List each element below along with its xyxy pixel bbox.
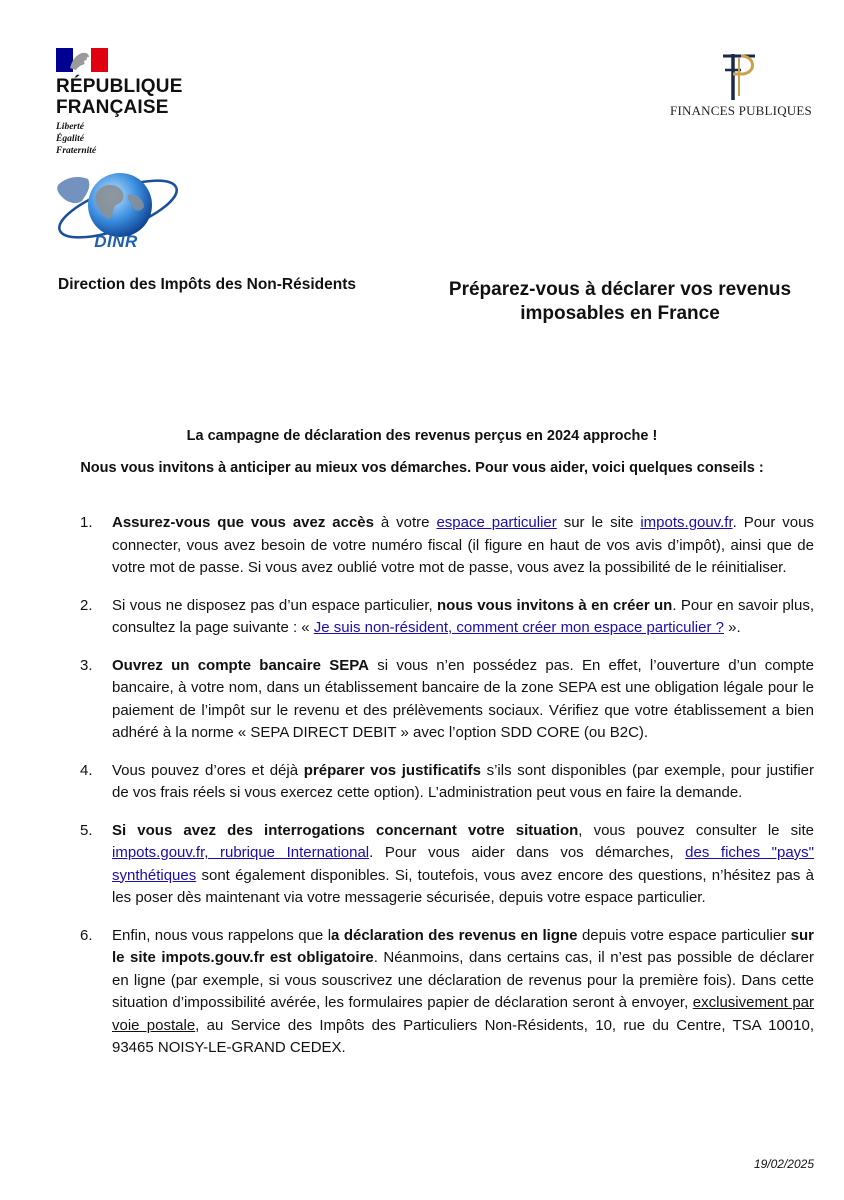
tip-text: . Pour vous aider dans vos démarches,: [369, 844, 686, 861]
tip-text: . Néanmoins, dans certains cas, il n’est pas possible de déclarer en ligne (par exemple, si vous souscrivez une déclaration de revenus pour la première fois). Dans cette situation d’impossibilité avérée, les formulaires papier de déclaration seront à envoyer,: [112, 949, 814, 1011]
list-item: [80, 595, 814, 640]
fiches-pays-link[interactable]: des fiches "pays" synthétiques: [112, 844, 814, 884]
page-title-line2: imposables en France: [520, 303, 720, 324]
list-item: [80, 760, 814, 805]
intro-line2: Nous vous invitons à anticiper au mieux vos démarches. Pour vous aider, voici quelques conseils :: [80, 460, 764, 476]
tip-text: ».: [723, 619, 741, 636]
tip-text: Si vous ne disposez pas d’un espace particulier,: [112, 596, 438, 614]
list-number: 4.: [80, 761, 93, 779]
republique-francaise-line2: FRANÇAISE: [56, 97, 169, 118]
page-title-line1: Préparez-vous à déclarer vos revenus: [448, 279, 792, 300]
tip-text: si vous n’en possédez pas. En effet, l’ouverture d’un compte bancaire, à votre nom, dans un établissement bancaire de la zone SEPA est une obligation légale pour le paiement de l’impôt sur le revenu et des prélèvements sociaux. Vérifiez que votre établissement a bien adhéré à la norme « SEPA DIRECT DEBIT » avec l’option SDD CORE (ou B2C).: [112, 656, 814, 741]
motto-fraternite: Fraternité: [56, 146, 97, 156]
tips-list: [80, 512, 814, 1075]
republique-francaise-line1: RÉPUBLIQUE: [56, 76, 183, 97]
tip-text: Enfin, nous vous rappelons que l: [112, 926, 332, 944]
finances-publiques-text: FINANCES PUBLIQUES: [670, 103, 812, 118]
list-number: 1.: [80, 514, 93, 531]
rubrique-international-link[interactable]: impots.gouv.fr, rubrique International: [112, 844, 370, 861]
tip-bold: a déclaration des revenus en ligne: [331, 926, 578, 944]
tip-text: , au Service des Impôts des Particuliers Non-Résidents, 10, rue du Centre, TSA 10010, 93465 NOISY-LE-GRAND CEDEX.: [112, 1016, 814, 1056]
tip-bold: Si vous avez des interrogations concernant votre situation: [112, 821, 579, 839]
list-item: [80, 925, 814, 1060]
list-number: 2.: [80, 596, 93, 614]
tip-text: sont également disponibles. Si, toutefois, vous avez encore des questions, n’hésitez pas à les poser dès maintenant via votre messagerie sécurisée, depuis votre espace particulier.: [112, 866, 814, 906]
tip-underlined: exclusivement par voie postale: [112, 994, 814, 1034]
tip-bold: préparer vos justificatifs: [303, 761, 481, 779]
tip-text: , vous pouvez consulter le site: [578, 821, 814, 839]
tip-text: s’ils sont disponibles (par exemple, pour justifier de vos frais réels si vous exercez cette option). L’administration peut vous en faire la demande.: [112, 761, 814, 801]
tip-text: sur le site: [556, 514, 641, 531]
tip-bold: nous vous invitons à en créer un: [437, 596, 673, 614]
direction-title: Direction des Impôts des Non-Résidents: [58, 276, 356, 293]
marianne-logo: [56, 48, 108, 72]
creer-espace-particulier-link[interactable]: Je suis non-résident, comment créer mon espace particulier ?: [313, 619, 724, 636]
motto-egalite: Égalité: [56, 134, 84, 144]
tip-text: . Pour en savoir plus, consultez la page suivante : «: [112, 596, 815, 636]
finances-publiques-logo: [719, 50, 761, 102]
dinr-logo-text: DINR: [94, 232, 138, 251]
list-number: 3.: [80, 656, 93, 674]
list-number: 5.: [80, 821, 93, 839]
page-title: [420, 278, 820, 326]
impots-gouv-link[interactable]: impots.gouv.fr: [640, 514, 733, 531]
tip-text: . Pour vous connecter, vous avez besoin de votre numéro fiscal (il figure en haut de vos avis d’impôt), ainsi que de votre mot de passe. Si vous avez oublié votre mot de passe, vous avez la possibilité de le réinitialiser.: [112, 514, 814, 576]
document-date: 19/02/2025: [753, 1157, 814, 1171]
espace-particulier-link[interactable]: espace particulier: [436, 514, 557, 531]
list-number: 6.: [80, 926, 93, 944]
motto-liberte: Liberté: [56, 122, 84, 132]
list-item: [80, 820, 814, 910]
list-item: [80, 655, 814, 745]
tip-text: à votre: [373, 514, 437, 531]
tip-bold: Assurez-vous que vous avez accès: [112, 514, 374, 531]
tip-bold: sur le site impots.gouv.fr est obligatoire: [112, 926, 814, 966]
tip-bold: Ouvrez un compte bancaire SEPA: [112, 656, 369, 674]
tip-text: depuis votre espace particulier: [577, 926, 791, 944]
tip-text: Vous pouvez d’ores et déjà: [112, 761, 304, 779]
intro-line1: La campagne de déclaration des revenus perçus en 2024 approche !: [186, 428, 658, 444]
list-item: [80, 512, 814, 580]
